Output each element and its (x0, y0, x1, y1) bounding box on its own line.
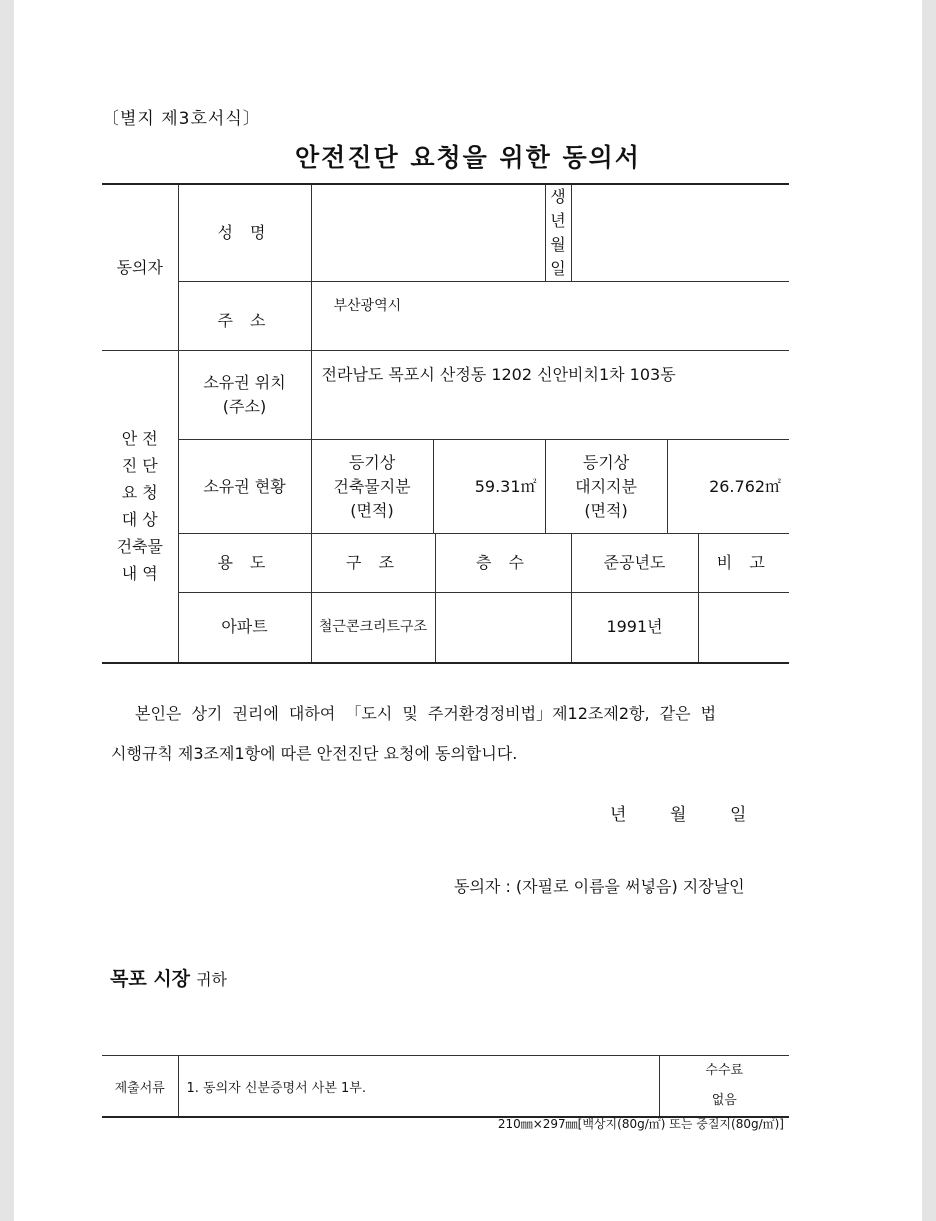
remarks-value[interactable] (698, 593, 789, 663)
name-label: 성 명 (178, 184, 311, 282)
floors-header: 층 수 (435, 534, 571, 593)
label-line: (면적) (350, 500, 394, 520)
form-number-label: 〔별지 제3호서식〕 (102, 109, 261, 129)
section-label-line: 진 단 (121, 456, 158, 476)
birth-date-label: 생년월일 (545, 184, 571, 282)
label-line: 등기상 (348, 452, 396, 472)
structure-header: 구 조 (311, 534, 435, 593)
document-title: 안전진단 요청을 위한 동의서 (295, 143, 641, 172)
signer-line[interactable]: 동의자 : (자필로 이름을 써넣음) 지장날인 (454, 877, 745, 896)
label-line: 소유권 위치 (203, 373, 286, 392)
consenter-section-label: 동의자 (102, 184, 178, 351)
address-value[interactable]: 부산광역시 (311, 282, 789, 351)
date-day[interactable]: 일 (730, 805, 747, 825)
consent-statement (111, 694, 781, 774)
document-page (14, 0, 922, 1221)
section-label-line: 내 역 (121, 564, 158, 584)
label-line: (면적) (584, 500, 628, 520)
label-line: (주소) (222, 397, 267, 416)
submission-table (102, 1055, 789, 1118)
birth-date-value[interactable] (571, 184, 789, 282)
label-line: 등기상 (582, 452, 630, 472)
section-label-line: 건축물 (116, 537, 163, 557)
consent-info-table (102, 183, 789, 664)
remarks-header: 비 고 (698, 534, 789, 593)
fee-value: 없음 (711, 1093, 737, 1108)
use-value[interactable]: 아파트 (178, 593, 311, 663)
date-row (610, 800, 770, 825)
ownership-location-value[interactable]: 전라남도 목포시 산정동 1202 신안비치1차 103동 (311, 351, 789, 440)
floors-value[interactable] (435, 593, 571, 663)
recipient-name: 목포 시장 (110, 968, 191, 990)
recipient (110, 964, 227, 991)
address-label: 주 소 (178, 282, 311, 351)
ownership-location-label (178, 351, 311, 440)
completion-year-header: 준공년도 (571, 534, 698, 593)
name-value[interactable] (311, 184, 545, 282)
label-line: 건축물지분 (333, 476, 411, 496)
label-line: 대지지분 (575, 476, 637, 496)
building-share-value[interactable]: 59.31㎡ (433, 440, 545, 534)
structure-value[interactable]: 철근콘크리트구조 (311, 593, 435, 663)
date-month[interactable]: 월 (670, 805, 687, 825)
completion-year-value[interactable]: 1991년 (571, 593, 698, 663)
section-label-line: 안 전 (121, 429, 158, 449)
date-year[interactable]: 년 (610, 805, 627, 825)
ownership-status-label: 소유권 현황 (178, 440, 311, 534)
submission-document: 1. 동의자 신분증명서 사본 1부. (178, 1056, 659, 1118)
section-label-line: 대 상 (121, 510, 158, 530)
statement-line: 본인은 상기 권리에 대하여 「도시 및 주거환경정비법」제12조제2항, 같은 법 (135, 704, 717, 723)
building-share-label (311, 440, 433, 534)
statement-line: 시행규칙 제3조제1항에 따른 안전진단 요청에 동의합니다. (111, 744, 518, 763)
fee-cell (659, 1056, 789, 1118)
land-share-label (545, 440, 667, 534)
section-label-line: 요 청 (121, 483, 158, 503)
use-header: 용 도 (178, 534, 311, 593)
submission-label: 제출서류 (102, 1056, 178, 1118)
fee-label: 수수료 (705, 1063, 744, 1078)
land-share-value[interactable]: 26.762㎡ (667, 440, 789, 534)
recipient-suffix: 귀하 (196, 970, 227, 989)
building-section-label (102, 351, 178, 663)
paper-spec-footer: 210㎜×297㎜[백상지(80g/㎡) 또는 중질지(80g/㎡)] (497, 1117, 784, 1131)
